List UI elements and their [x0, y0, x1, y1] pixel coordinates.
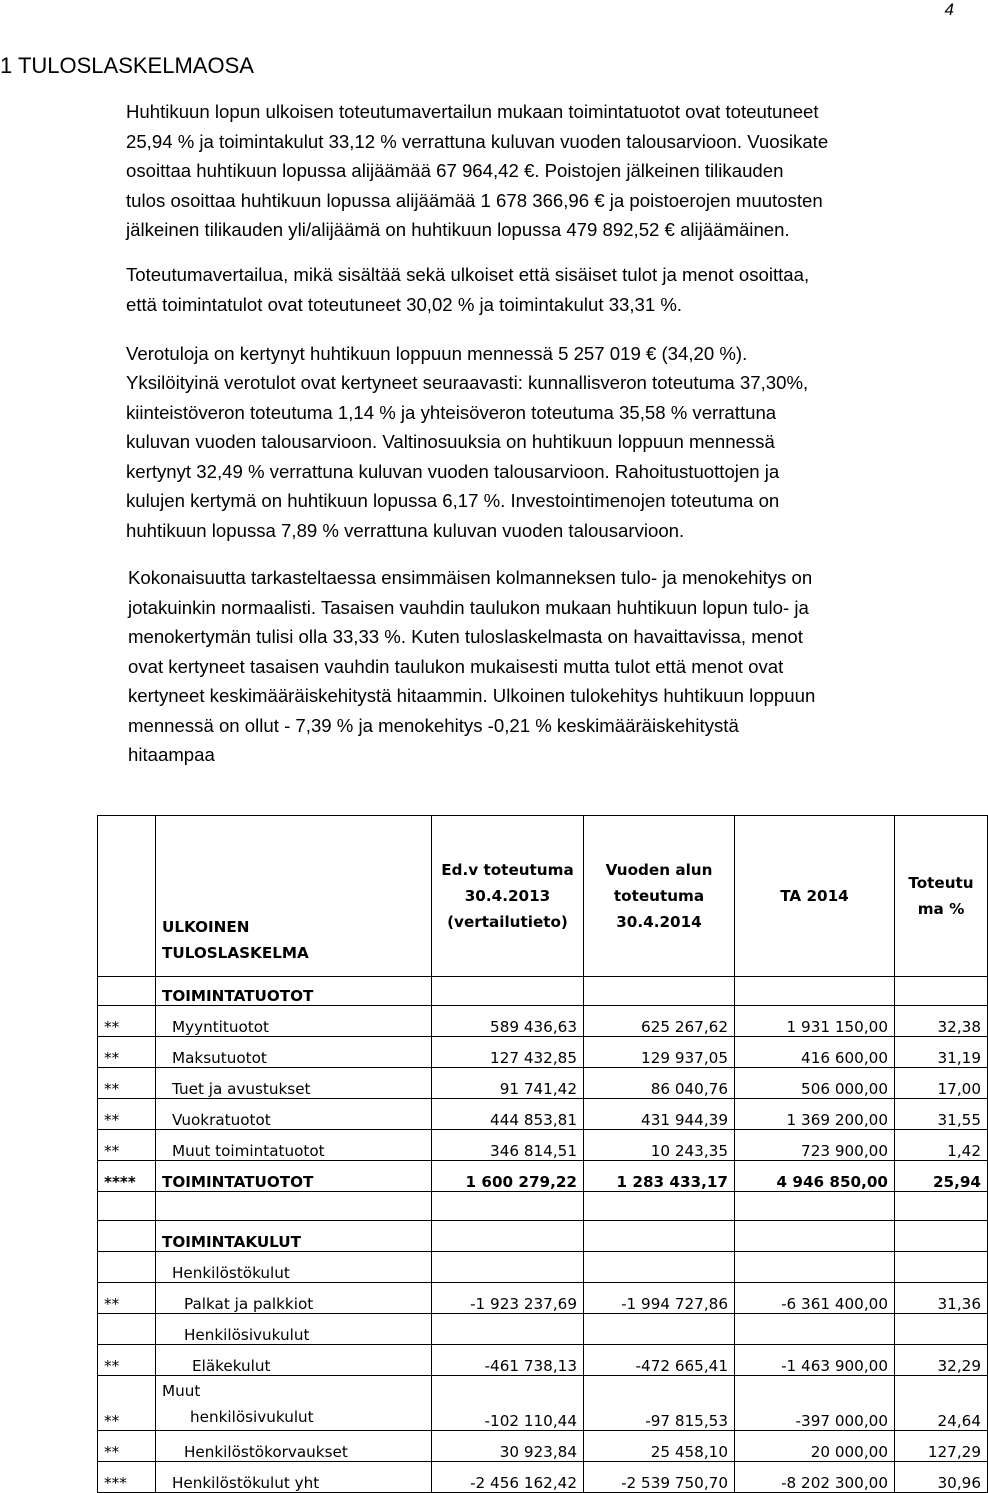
header-mark-cell — [98, 816, 156, 977]
income-statement-table — [97, 815, 988, 1493]
page-number: 4 — [944, 0, 954, 19]
header-title: ULKOINEN TULOSLASKELMA — [156, 816, 432, 977]
table-row: ** Tuet ja avustukset 91 741,42 86 040,76 506 000,00 17,00 — [98, 1068, 988, 1099]
header-ytd: Vuoden alun toteutuma 30.4.2014 — [584, 816, 735, 977]
header-percent: Toteutu ma % — [895, 816, 988, 977]
paragraph-tax-revenue: Verotuloja on kertynyt huhtikuun loppuun mennessä 5 257 019 € (34,20 %). — [126, 343, 748, 364]
header-prev-year: Ed.v toteutuma 30.4.2013 (vertailutieto) — [432, 816, 584, 977]
table-header-row — [98, 816, 988, 977]
table-row: ** Maksutuotot 127 432,85 129 937,05 416 600,00 31,19 — [98, 1037, 988, 1068]
staff-total-row: *** Henkilöstökulut yht -2 456 162,42 -2 539 750,70 -8 202 300,00 30,96 — [98, 1462, 988, 1493]
expense-heading-row — [98, 1221, 988, 1252]
side-costs-heading: Henkilösivukulut — [156, 1314, 432, 1345]
table-row: ** Palkat ja palkkiot -1 923 237,69 -1 994 727,86 -6 361 400,00 31,36 — [98, 1283, 988, 1314]
expense-heading: TOIMINTAKULUT — [156, 1221, 432, 1252]
table-row: ** Muut toimintatuotot 346 814,51 10 243,35 723 900,00 1,42 — [98, 1130, 988, 1161]
table-row: ** Vuokratuotot 444 853,81 431 944,39 1 369 200,00 31,55 — [98, 1099, 988, 1130]
header-budget: TA 2014 — [735, 816, 895, 977]
side-heading-row — [98, 1314, 988, 1345]
paragraph-overall-assessment: Kokonaisuutta tarkasteltaessa ensimmäisen kolmanneksen tulo- ja menokehitys on jotakuinkin normaalisti. Tasaisen vauhdin taulukon mukaan huhtikuun lopun tulo- ja menokertymän tulisi olla 33,33 %. Kuten tuloslaskelmasta on havaittavissa, menot ovat kertyneet tasaisen vauhdin taulukon mukaisesti mutta tulot että menot ovat kertyneet keskimääräiskehitystä hitaammin. Ulkoinen tulokehitys huhtikuun loppuun mennessä on ollut - 7,39 % ja menokehitys -0,21 % keskimääräiskehitystä hitaampaa — [128, 567, 816, 765]
paragraph-tax-details: Yksilöityinä verotulot ovat kertyneet seuraavasti: kunnallisveron toteutuma 37,30%, kiinteistöveron toteutuma 1,14 % ja yhteisöveron toteutuma 35,58 % verrattuna kuluvan vuoden talousarvioon. Valtinosuuksia on huhtikuun loppuun mennessä kertynyt 32,49 % verrattuna kuluvan vuoden talousarvioon. Rahoitustuottojen ja kulujen kertymä on huhtikuun lopussa 6,17 %. Investointimenojen toteutuma on huhtikuun lopussa 7,89 % verrattuna kuluvan vuoden talousarvioon. — [126, 372, 809, 541]
table-row: ** Eläkekulut -461 738,13 -472 665,41 -1 463 900,00 32,29 — [98, 1345, 988, 1376]
spacer-row — [98, 1192, 988, 1221]
table-row: ** Myyntituotot 589 436,63 625 267,62 1 931 150,00 32,38 — [98, 1006, 988, 1037]
paragraph-external-comparison: Huhtikuun lopun ulkoisen toteutumavertailun mukaan toimintatuotot ovat toteutuneet 25,94 % ja toimintakulut 33,12 % verrattuna kuluvan vuoden talousarvioon. Vuosikate osoittaa huhtikuun lopussa alijäämää 67 964,42 €. Poistojen jälkeinen tilikauden tulos osoittaa huhtikuun lopussa alijäämää 1 678 366,96 € ja poistoerojen muutosten jälkeinen tilikauden yli/alijäämä on huhtikuun lopussa 479 892,52 € alijäämäinen. — [126, 101, 829, 240]
table-row: ** Henkilöstökorvaukset 30 923,84 25 458,10 20 000,00 127,29 — [98, 1431, 988, 1462]
staff-heading-row — [98, 1252, 988, 1283]
revenue-total-row: **** TOIMINTATUOTOT 1 600 279,22 1 283 433,17 4 946 850,00 25,94 — [98, 1161, 988, 1192]
table-row: ** Muut henkilösivukulut -102 110,44 -97 815,53 -397 000,00 24,64 — [98, 1376, 988, 1431]
paragraph-internal-comparison: Toteutumavertailua, mikä sisältää sekä ulkoiset että sisäiset tulot ja menot osoittaa, että toimintatulot ovat toteutuneet 30,02 % ja toimintakulut 33,31 %. — [126, 264, 810, 315]
other-side-costs-label: Muut henkilösivukulut — [156, 1376, 432, 1431]
section-title: 1 TULOSLASKELMAOSA — [0, 53, 254, 78]
revenue-heading: TOIMINTATUOTOT — [156, 977, 432, 1006]
revenue-heading-row — [98, 977, 988, 1006]
staff-heading: Henkilöstökulut — [156, 1252, 432, 1283]
